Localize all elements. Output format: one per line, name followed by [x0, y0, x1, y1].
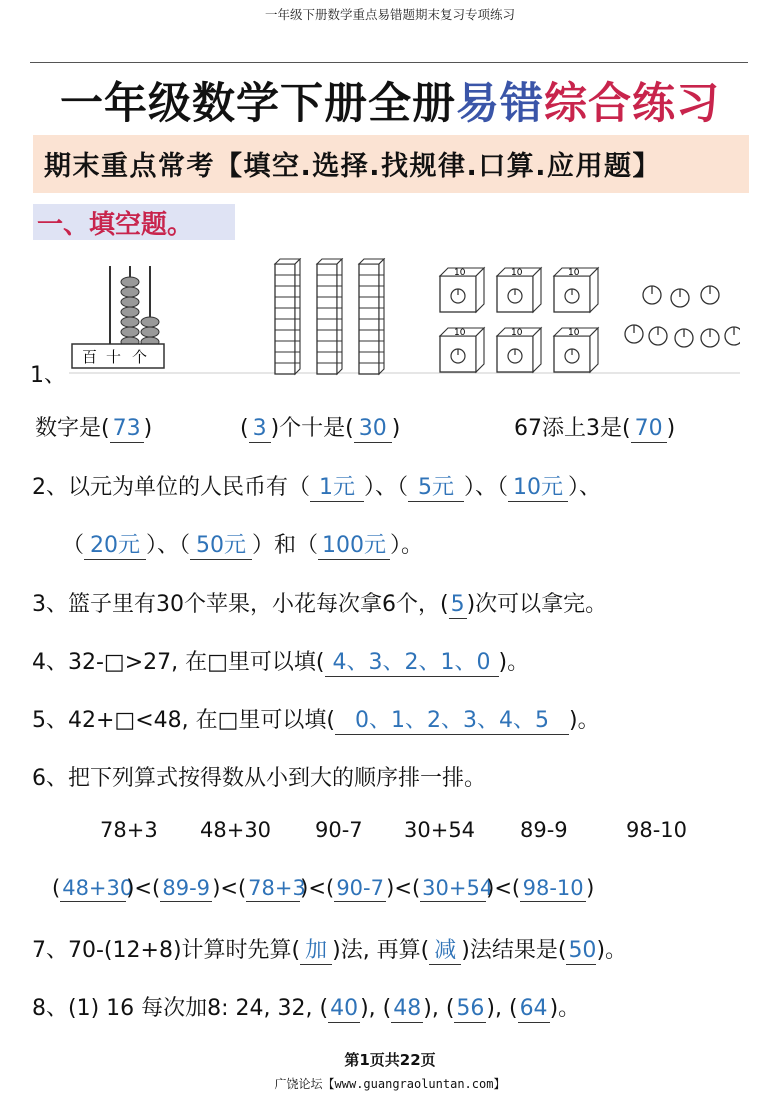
q2-line-2	[62, 528, 423, 560]
q3-text-2: )次可以拿完。	[466, 592, 608, 617]
ones-circles-figure	[625, 286, 740, 347]
abacus-label-hundreds: 百	[82, 348, 98, 366]
q6-answer-1: 48+30	[60, 876, 126, 902]
bead	[121, 297, 139, 307]
q1-line	[35, 411, 152, 443]
q2-end-1: ）、	[568, 475, 602, 500]
q8-answer-2: 48	[391, 996, 423, 1023]
q3-text-1: 3、篮子里有30个苹果，小花每次拿6个，(	[32, 592, 449, 617]
q1-number: 1、	[30, 363, 66, 388]
q8-sep-2: ), (	[423, 996, 455, 1021]
q7-line	[32, 933, 627, 965]
bead	[121, 277, 139, 287]
q2-answer-6: 100元	[318, 533, 390, 560]
q6-answer-6: 98-10	[520, 876, 586, 902]
one-circle	[725, 327, 740, 345]
q7-text-3: )法结果是(	[461, 938, 567, 963]
q1-answer-1: 73	[110, 416, 144, 443]
ten-boxes-figure	[440, 268, 598, 372]
ten-box	[554, 268, 598, 312]
ten-box-label: 10	[511, 268, 523, 278]
q8-sep-1: ), (	[360, 996, 392, 1021]
section-heading: 一、填空题。	[37, 210, 194, 240]
header-divider	[30, 62, 748, 63]
q2-sep-3: ）、（	[146, 533, 191, 558]
q8-answer-4: 64	[518, 996, 550, 1023]
q2-text: 2、以元为单位的人民币有（	[32, 475, 310, 500]
q6-answer-2: 89-9	[160, 876, 212, 902]
q6-expr-6: 98-10	[626, 818, 688, 842]
q6-expr-3: 90-7	[315, 818, 363, 842]
q3-line	[32, 587, 607, 619]
q1-text-2: )	[143, 416, 153, 441]
q6-answer-3: 78+3	[246, 876, 300, 902]
q6-open: (	[52, 876, 61, 900]
q2-answer-2: 5元	[408, 475, 464, 502]
q8-sep-3: ), (	[486, 996, 518, 1021]
bead	[121, 287, 139, 297]
q6-sep-4: )<(	[386, 876, 421, 900]
abacus-label-ones: 个	[132, 348, 148, 366]
q1-text-7: )	[666, 416, 676, 441]
ten-box-label: 10	[454, 328, 466, 338]
q1-text-6: 67添上3是(	[514, 416, 631, 441]
q2-answer-4: 20元	[84, 533, 146, 560]
page-title	[0, 70, 780, 131]
q4-line	[32, 645, 529, 677]
q2-end-2: ）。	[390, 533, 424, 558]
abacus-figure	[69, 266, 740, 373]
ten-rod	[317, 259, 342, 374]
q8-text-2: )。	[549, 996, 581, 1021]
one-circle	[675, 329, 693, 347]
q6-answer-line	[52, 876, 594, 902]
q1-line-2	[240, 411, 400, 443]
q4-text-1: 4、32-□>27, 在□里可以填(	[32, 650, 325, 675]
q2-line-1	[32, 470, 601, 502]
q5-text-1: 5、42+□<48, 在□里可以填(	[32, 708, 335, 733]
q7-answer-2: 减	[429, 938, 461, 965]
ten-box	[497, 268, 541, 312]
q2-open: （	[62, 533, 85, 558]
one-circle	[649, 327, 667, 345]
ten-rod	[275, 259, 300, 374]
q1-text-5: )	[391, 416, 401, 441]
q3-answer: 5	[449, 592, 467, 619]
q1-text-4: )个十是(	[270, 416, 354, 441]
q7-text-4: )。	[596, 938, 628, 963]
q7-answer-1: 加	[300, 938, 332, 965]
q2-sep-2: ）、（	[464, 475, 509, 500]
page-number: 第1页共22页	[344, 1051, 436, 1069]
q8-line	[32, 991, 580, 1023]
q6-expr-5: 89-9	[520, 818, 568, 842]
q6-expr-1: 78+3	[100, 818, 158, 842]
ten-rod	[359, 259, 384, 374]
one-circle	[671, 289, 689, 307]
q1-illustration	[20, 258, 740, 383]
q1-text-3: (	[240, 416, 249, 441]
ten-box	[554, 328, 598, 372]
q6-sep-5: )<(	[486, 876, 521, 900]
q5-answer: 0、1、2、3、4、5	[335, 708, 569, 735]
ten-box	[440, 328, 484, 372]
q2-answer-5: 50元	[190, 533, 252, 560]
q6-expr-4: 30+54	[404, 818, 476, 842]
bead	[141, 327, 159, 337]
ten-box-label: 10	[568, 328, 580, 338]
ten-box-label: 10	[568, 268, 580, 278]
one-circle	[643, 286, 661, 304]
q6-answer-4: 90-7	[334, 876, 386, 902]
bead	[121, 307, 139, 317]
q5-text-2: )。	[569, 708, 600, 733]
site-credit: 广饶论坛【www.guangraoluntan.com】	[274, 1077, 506, 1091]
q2-sep-1: ）、（	[364, 475, 409, 500]
q1-line-3	[514, 411, 675, 443]
q1-text-1: 数字是(	[35, 416, 110, 441]
q8-answer-3: 56	[454, 996, 486, 1023]
one-circle	[625, 325, 643, 343]
q4-answer: 4、3、2、1、0	[325, 650, 499, 677]
q8-text-1: 8、(1) 16 每次加8: 24, 32, (	[32, 996, 329, 1021]
q2-and: ）和（	[252, 533, 319, 558]
ten-box-label: 10	[454, 268, 466, 278]
q5-line	[32, 703, 600, 735]
q1-answer-3: 30	[354, 416, 392, 443]
title-part-1: 一年级数学下册全册	[60, 79, 456, 129]
bead	[121, 317, 139, 327]
title-part-2: 易错	[456, 79, 544, 129]
q6-text: 6、把下列算式按得数从小到大的顺序排一排。	[32, 766, 486, 791]
page-header: 一年级下册数学重点易错题期末复习专项练习	[264, 7, 515, 22]
ten-box	[497, 328, 541, 372]
q6-expr-2: 48+30	[200, 818, 272, 842]
bead	[141, 317, 159, 327]
bead	[121, 327, 139, 337]
q1-answer-2: 3	[249, 416, 271, 443]
q2-answer-1: 1元	[310, 475, 364, 502]
title-part-3: 综合练习	[544, 79, 720, 129]
q6-close: )	[586, 876, 595, 900]
q7-text-2: )法, 再算(	[332, 938, 430, 963]
q6-answer-5: 30+54	[420, 876, 486, 902]
subtitle-text: 期末重点常考【填空.选择.找规律.口算.应用题】	[44, 151, 662, 182]
ten-box	[440, 268, 484, 312]
ten-rods-figure	[275, 259, 384, 374]
q7-answer-3: 50	[566, 938, 596, 965]
ten-box-label: 10	[511, 328, 523, 338]
q6-sep-2: )<(	[212, 876, 247, 900]
q4-text-2: )。	[498, 650, 530, 675]
q7-text-1: 7、70-(12+8)计算时先算(	[32, 938, 301, 963]
q2-answer-3: 10元	[508, 475, 568, 502]
q6-sep-1: )<(	[126, 876, 161, 900]
abacus-label-tens: 十	[106, 348, 122, 366]
q6-sep-3: )<(	[300, 876, 335, 900]
one-circle	[701, 329, 719, 347]
one-circle	[701, 286, 719, 304]
q1-answer-4: 70	[631, 416, 667, 443]
q8-answer-1: 40	[328, 996, 360, 1023]
